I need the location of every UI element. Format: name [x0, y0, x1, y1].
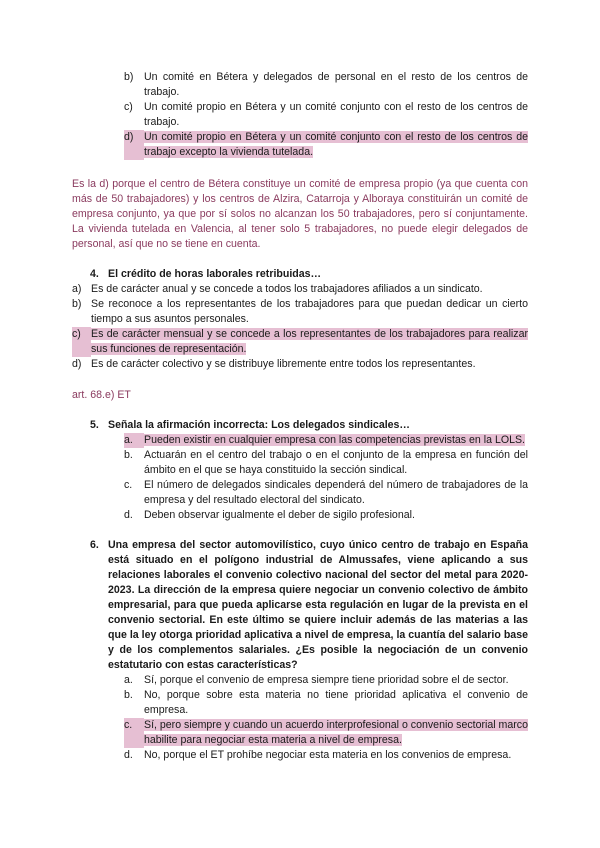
option-text: No, porque sobre esta materia no tiene prioridad aplicativa el convenio de empresa. — [144, 689, 528, 716]
q3-answer-explanation: Es la d) porque el centro de Bétera constituye un comité de empresa propio (ya que cuenta con más de 50 trabajadores) y los centros de Alzira, Catarroja y Alboraya constituirán un comité de empresa conjunto, ya que por sí solos no alcanzan los 50 trabajadores, pero sí conjuntamente. La vivienda tutelada en Valencia, al tener solo 5 trabajadores, no puede elegir delegados de personal, así que no se tiene en cuenta. — [72, 178, 528, 250]
option-letter: a. — [124, 433, 144, 448]
option-text: Un comité propio en Bétera y un comité conjunto con el resto de los centros de trabajo. — [144, 101, 528, 128]
question-text: Señala la afirmación incorrecta: Los delegados sindicales… — [108, 419, 411, 431]
option-text: Es de carácter anual y se concede a todos los trabajadores afiliados a un sindicato. — [91, 283, 483, 295]
question-6-options — [124, 673, 528, 763]
option-letter: d. — [124, 749, 133, 761]
option-text: Actuarán en el centro del trabajo o en el conjunto de la empresa en función del ámbito en el que se haya constituido la sección sindical. — [144, 449, 528, 476]
option-letter: d. — [124, 509, 133, 521]
option-text: Sí, porque el convenio de empresa siempre tiene prioridad sobre el de sector. — [144, 674, 509, 686]
question-5-options — [124, 433, 528, 523]
option-letter: c) — [124, 101, 133, 113]
option-text-highlighted: Es de carácter mensual y se concede a los representantes de los trabajadores para realizar sus funciones de representación. — [91, 328, 528, 355]
option-letter: b. — [124, 689, 133, 701]
q5-option-b — [124, 448, 528, 478]
option-letter: b. — [124, 449, 133, 461]
option-letter: a. — [124, 674, 133, 686]
q5-option-c — [124, 478, 528, 508]
option-text: Es de carácter colectivo y se distribuye libremente entre todos los representantes. — [91, 358, 476, 370]
option-text: El número de delegados sindicales dependerá del número de trabajadores de la empresa y del resultado electoral del sindicato. — [144, 479, 528, 506]
q4-answer-explanation: art. 68.e) ET — [72, 389, 131, 401]
option-letter: c) — [72, 327, 91, 357]
q4-option-b — [72, 297, 528, 327]
option-letter: c. — [124, 479, 133, 491]
question-4-heading — [90, 267, 528, 282]
q5-option-d — [124, 508, 528, 523]
option-letter: a) — [72, 283, 82, 295]
question-text: Una empresa del sector automovilístico, cuyo único centro de trabajo en España está situado en el polígono industrial de Almussafes, viene aplicando a sus relaciones laborales el convenio colectivo nacional del sector del metal para 2020-2023. La dirección de la empresa quiere negociar un convenio colectivo de ámbito empresarial, para que pueda aplicarse esta regulación en lugar de la prevista en el convenio sectorial. En este último se quiere incluir además de las materias a las que la ley otorga prioridad aplicativa a nivel de empresa, la cuantía del salario base y de los complementos salariales. ¿Es posible la negociación de un convenio estatutario con estas características? — [108, 539, 528, 671]
option-letter: c. — [124, 718, 144, 748]
option-text: Deben observar igualmente el deber de sigilo profesional. — [144, 509, 415, 521]
option-letter: b) — [124, 71, 134, 83]
option-text: Un comité en Bétera y delegados de personal en el resto de los centros de trabajo. — [144, 71, 528, 98]
q6-option-b — [124, 688, 528, 718]
q6-option-d — [124, 748, 528, 763]
question-number: 6. — [90, 539, 99, 551]
option-text-highlighted: Pueden existir en cualquier empresa con las competencias previstas en la LOLS. — [144, 434, 525, 446]
question-number: 5. — [90, 419, 99, 431]
question-6-heading — [90, 538, 528, 673]
q5-option-a — [124, 433, 528, 448]
question-3-options — [124, 70, 528, 160]
option-text: Se reconoce a los representantes de los trabajadores para que puedan dedicar un cierto tiempo a sus asuntos personales. — [91, 298, 528, 325]
q4-option-d — [72, 357, 528, 372]
q6-option-a — [124, 673, 528, 688]
option-letter: b) — [72, 298, 82, 310]
q3-option-d — [124, 130, 528, 160]
q3-option-b — [124, 70, 528, 100]
question-text: El crédito de horas laborales retribuidas… — [108, 268, 322, 280]
question-5-heading — [90, 418, 528, 433]
option-text-highlighted: Un comité propio en Bétera y un comité conjunto con el resto de los centros de trabajo excepto la vivienda tutelada. — [144, 131, 528, 158]
q4-option-c — [72, 327, 528, 357]
option-text-highlighted: Sí, pero siempre y cuando un acuerdo interprofesional o convenio sectorial marco habilite para negociar esta materia a nivel de empresa. — [144, 719, 528, 746]
q3-option-c — [124, 100, 528, 130]
question-4-options — [72, 282, 528, 372]
q4-option-a — [72, 282, 528, 297]
option-text: No, porque el ET prohíbe negociar esta materia en los convenios de empresa. — [144, 749, 512, 761]
question-number: 4. — [90, 268, 99, 280]
option-letter: d) — [124, 130, 144, 160]
option-letter: d) — [72, 358, 82, 370]
q6-option-c — [124, 718, 528, 748]
